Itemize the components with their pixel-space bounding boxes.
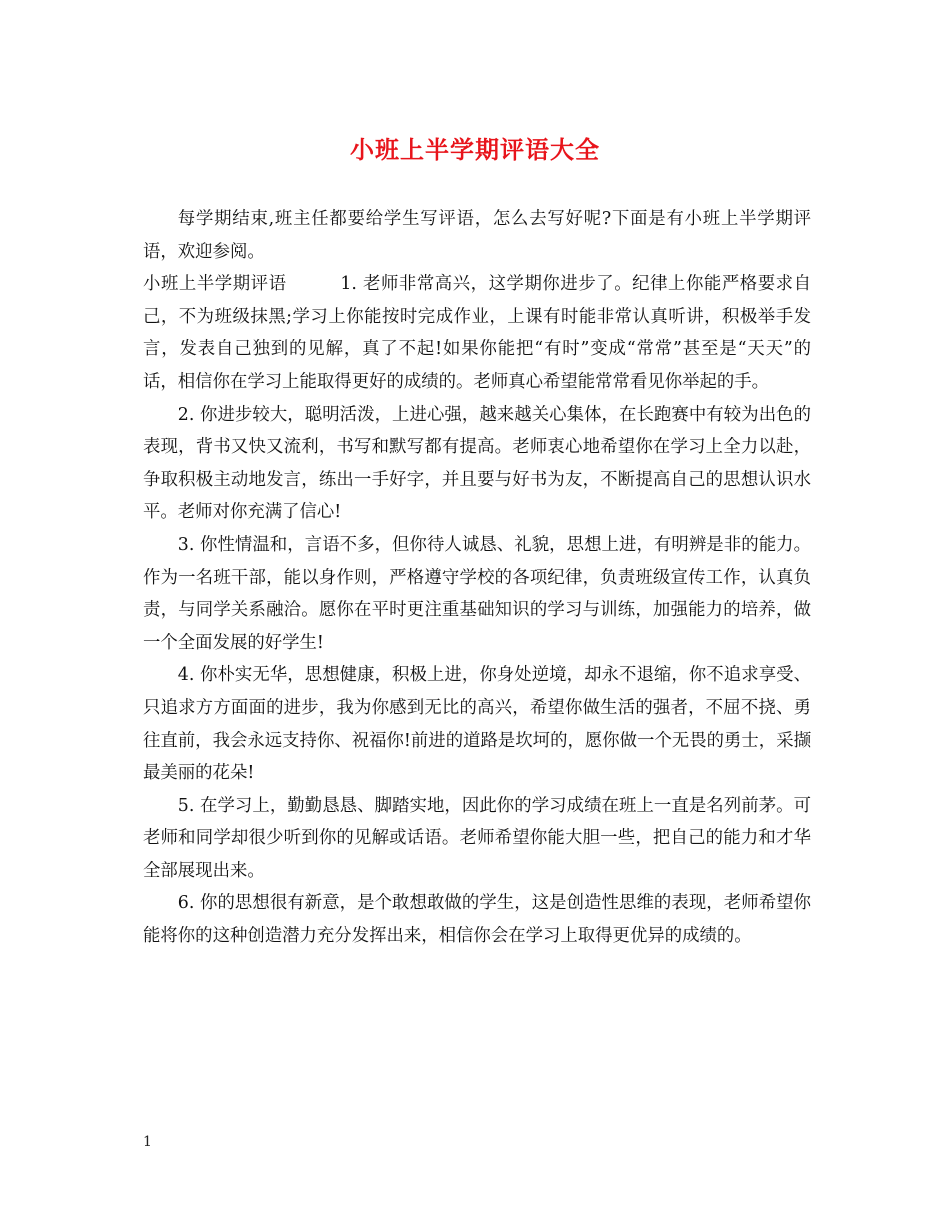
page-number: 1 bbox=[143, 1134, 152, 1150]
comment-paragraph-5: 5. 在学习上，勤勤恳恳、脚踏实地，因此你的学习成绩在班上一直是名列前茅。可老师和同学却很少听到你的见解或话语。老师希望你能大胆一些，把自己的能力和才华全部展现出来。 bbox=[143, 795, 811, 881]
comment-paragraph-1: 小班上半学期评语 1. 老师非常高兴，这学期你进步了。纪律上你能严格要求自己，不为班级抹黑;学习上你能按时完成作业，上课有时能非常认真听讲，积极举手发言，发表自己独到的见解，真了不起!如果你能把“有时”变成“常常”甚至是“天天”的话，相信你在学习上能取得更好的成绩的。老师真心希望能常常看见你举起的手。 bbox=[143, 274, 811, 392]
intro-paragraph: 每学期结束,班主任都要给学生写评语，怎么去写好呢?下面是有小班上半学期评语，欢迎参阅。 bbox=[143, 209, 811, 262]
comment-paragraph-4: 4. 你朴实无华，思想健康，积极上进，你身处逆境，却永不退缩，你不追求享受、只追求方方面面的进步，我为你感到无比的高兴，希望你做生活的强者，不屈不挠、勇往直前，我会永远支持你、祝福你!前进的道路是坎坷的，愿你做一个无畏的勇士，采撷最美丽的花朵! bbox=[143, 665, 811, 784]
comment-paragraph-6: 6. 你的思想很有新意，是个敢想敢做的学生，这是创造性思维的表现，老师希望你能将你的这种创造潜力充分发挥出来，相信你会在学习上取得更优异的成绩的。 bbox=[143, 893, 811, 947]
document-body bbox=[143, 203, 811, 953]
document-title: 小班上半学期评语大全 bbox=[350, 135, 600, 164]
comment-paragraph-2: 2. 你进步较大，聪明活泼，上进心强，越来越关心集体，在长跑赛中有较为出色的表现，背书又快又流利，书写和默写都有提高。老师衷心地希望你在学习上全力以赴，争取积极主动地发言，练出一手好字，并且要与好书为友，不断提高自己的思想认识水平。老师对你充满了信心! bbox=[143, 404, 811, 523]
comment-paragraph-3: 3. 你性情温和，言语不多，但你待人诚恳、礼貌，思想上进，有明辨是非的能力。作为一名班干部，能以身作则，严格遵守学校的各项纪律，负责班级宣传工作，认真负责，与同学关系融洽。愿你在平时更注重基础知识的学习与训练，加强能力的培养，做一个全面发展的好学生! bbox=[143, 534, 811, 653]
